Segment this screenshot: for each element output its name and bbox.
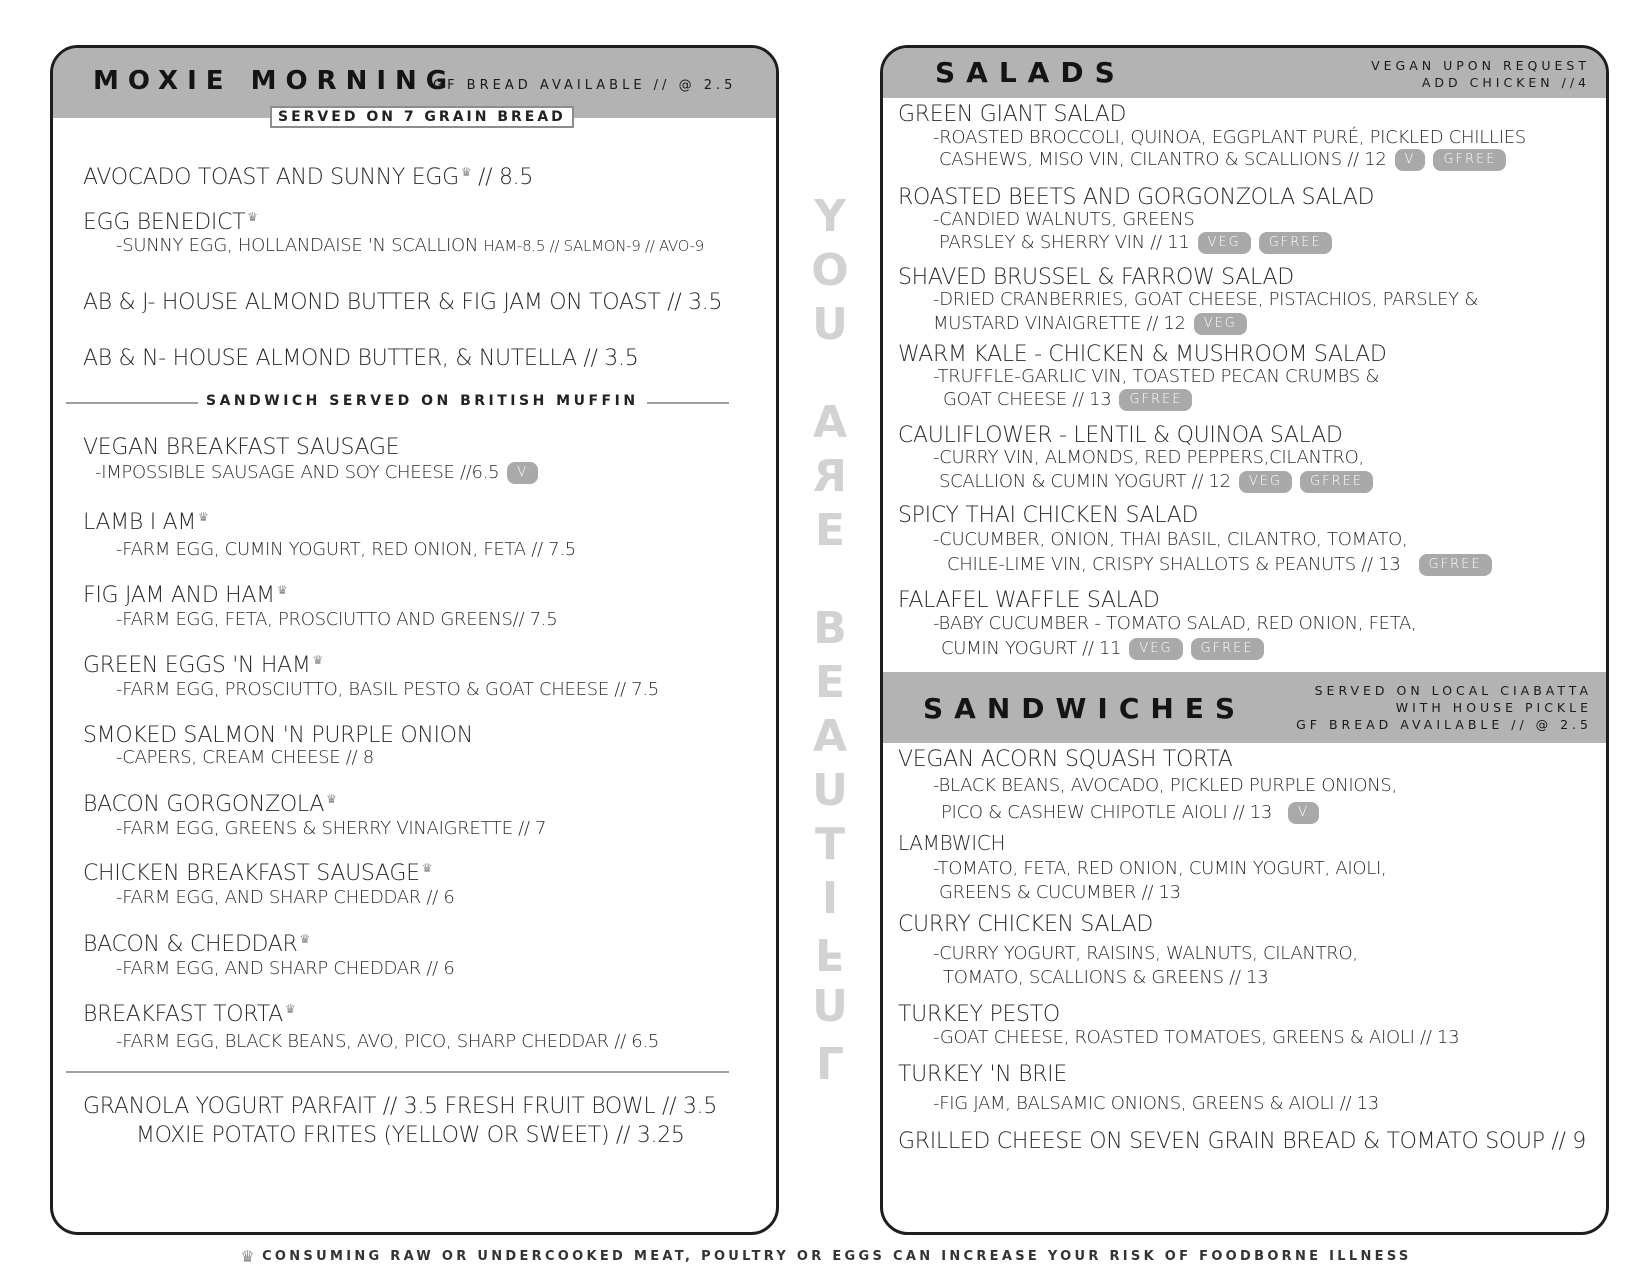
breakfast-menu-panel (50, 45, 779, 1235)
item-description: -CURRY YOGURT, RAISINS, WALNUTS, CILANTRO, (933, 943, 1358, 964)
served-on-grain-label: SERVED ON 7 GRAIN BREAD (270, 106, 574, 128)
gluten-free-badge: GFREE (1300, 471, 1373, 493)
vegan-badge: V (507, 462, 538, 484)
potato-frites-line: MOXIE POTATO FRITES (YELLOW OR SWEET) // 3.25 (136, 1123, 685, 1148)
crown-icon: ♛ (326, 792, 337, 806)
item-name: AVOCADO TOAST AND SUNNY EGG (83, 165, 459, 190)
vegetarian-badge: VEG (1198, 232, 1251, 254)
gluten-free-badge: GFREE (1419, 554, 1492, 576)
menu-item-ab-n: AB & N- HOUSE ALMOND BUTTER, & NUTELLA // 3.5 (83, 346, 639, 371)
tagline-letter: I (821, 873, 839, 924)
menu-item-breakfast-torta (83, 1002, 295, 1027)
item-description: -TRUFFLE-GARLIC VIN, TOASTED PECAN CRUMBS & (933, 366, 1380, 387)
sandwiches-title: SANDWICHES (923, 692, 1247, 725)
item-description: -FARM EGG, AND SHARP CHEDDAR // 6 (116, 887, 455, 908)
menu-item-chicken-sausage (83, 861, 432, 886)
crown-icon: ♛ (421, 861, 433, 875)
item-description (941, 638, 1264, 660)
item-description: -FARM EGG, PROSCIUTTO, BASIL PESTO & GOAT CHEESE // 7.5 (116, 679, 659, 700)
menu-item-smoked-salmon: SMOKED SALMON 'N PURPLE ONION (83, 723, 473, 748)
item-name: BREAKFAST TORTA (83, 1002, 283, 1027)
crown-icon: ♛ (198, 510, 209, 524)
grilled-cheese-line: GRILLED CHEESE ON SEVEN GRAIN BREAD & TOMATO SOUP // 9 (898, 1129, 1587, 1154)
add-chicken-note: ADD CHICKEN //4 (1421, 75, 1590, 90)
tagline-letter: F (814, 928, 846, 979)
item-description: -DRIED CRANBERRIES, GOAT CHEESE, PISTACHIOS, PARSLEY & (933, 289, 1479, 310)
item-description: -GOAT CHEESE, ROASTED TOMATOES, GREENS & AIOLI // 13 (933, 1027, 1460, 1048)
item-desc-text: PARSLEY & SHERRY VIN // 11 (939, 232, 1190, 253)
item-description: -ROASTED BROCCOLI, QUINOA, EGGPLANT PURÉ, PICKLED CHILLIES (933, 127, 1526, 148)
item-description: -TOMATO, FETA, RED ONION, CUMIN YOGURT, AIOLI, (933, 858, 1387, 879)
vegan-badge: V (1395, 149, 1426, 171)
crown-icon: ♛ (312, 653, 323, 667)
item-desc-text: GOAT CHEESE // 13 (943, 389, 1112, 410)
tagline-letter: E (814, 505, 846, 556)
tagline-letter: O (811, 245, 849, 296)
tagline-letter: A (812, 397, 848, 448)
salad-green-giant: GREEN GIANT SALAD (898, 102, 1127, 127)
item-desc-text: PICO & CASHEW CHIPOTLE AIOLI // 13 (941, 802, 1273, 823)
item-description (939, 232, 1332, 254)
gluten-free-badge: GFREE (1433, 149, 1506, 171)
menu-item-bacon-gorgonzola (83, 792, 337, 817)
sandwiches-note (1296, 682, 1592, 733)
sandwich-turkey-brie: TURKEY 'N BRIE (898, 1062, 1067, 1087)
item-name: GREEN EGGS 'N HAM (83, 653, 311, 678)
item-description (941, 802, 1319, 824)
item-description (947, 554, 1492, 576)
vegetarian-badge: VEG (1129, 638, 1182, 660)
item-desc-text: -SUNNY EGG, HOLLANDAISE 'N SCALLION (116, 235, 479, 256)
item-description: -CURRY VIN, ALMONDS, RED PEPPERS,CILANTRO, (933, 447, 1364, 468)
breakfast-title: MOXIE MORNING (93, 66, 457, 96)
item-description: -BLACK BEANS, AVOCADO, PICKLED PURPLE ONIONS, (933, 775, 1397, 796)
item-description: -FARM EGG, GREENS & SHERRY VINAIGRETTE // 7 (116, 818, 547, 839)
pickle-note: WITH HOUSE PICKLE (1395, 700, 1592, 715)
item-price: // 8.5 (478, 165, 534, 190)
item-description (95, 462, 538, 484)
sandwich-turkey-pesto: TURKEY PESTO (898, 1002, 1060, 1027)
item-description: GREENS & CUCUMBER // 13 (939, 882, 1181, 903)
item-name: FIG JAM AND HAM (83, 583, 275, 608)
item-description: -FARM EGG, CUMIN YOGURT, RED ONION, FETA // 7.5 (116, 539, 576, 560)
menu-item-bacon-cheddar (83, 932, 310, 957)
item-desc-text: CHILE-LIME VIN, CRISPY SHALLOTS & PEANUTS // 13 (947, 554, 1401, 575)
menu-item-lamb-i-am (83, 510, 208, 535)
sandwiches-header (883, 672, 1606, 743)
sandwich-acorn-squash-torta: VEGAN ACORN SQUASH TORTA (898, 747, 1233, 772)
sandwich-curry-chicken-salad: CURRY CHICKEN SALAD (898, 912, 1154, 937)
item-description: -FARM EGG, FETA, PROSCIUTTO AND GREENS// 7.5 (116, 609, 558, 630)
gluten-free-badge: GFREE (1119, 389, 1192, 411)
menu-item-green-eggs-ham (83, 653, 323, 678)
item-desc-text: MUSTARD VINAIGRETTE // 12 (933, 313, 1186, 334)
tagline-letter: L (815, 1036, 845, 1087)
salad-brussel-farrow: SHAVED BRUSSEL & FARROW SALAD (898, 265, 1294, 290)
tagline-letter: U (812, 981, 848, 1032)
item-description (943, 389, 1192, 411)
salad-spicy-thai: SPICY THAI CHICKEN SALAD (898, 503, 1199, 528)
tagline-letter: E (814, 657, 846, 708)
salad-warm-kale: WARM KALE - CHICKEN & MUSHROOM SALAD (898, 342, 1387, 367)
vegetarian-badge: VEG (1194, 313, 1247, 335)
salads-sandwiches-panel (880, 45, 1609, 1235)
item-description (939, 471, 1373, 493)
divider (66, 1071, 729, 1073)
item-description: -FARM EGG, BLACK BEANS, AVO, PICO, SHARP CHEDDAR // 6.5 (116, 1031, 659, 1052)
disclaimer-text: CONSUMING RAW OR UNDERCOOKED MEAT, POULTRY OR EGGS CAN INCREASE YOUR RISK OF FOODBORNE ILLNESS (262, 1249, 1412, 1264)
crown-icon: ♛ (247, 210, 258, 224)
item-name: CHICKEN BREAKFAST SAUSAGE (83, 861, 420, 886)
ciabatta-note: SERVED ON LOCAL CIABATTA (1314, 683, 1592, 698)
salads-title: SALADS (935, 56, 1126, 89)
item-desc-text: -IMPOSSIBLE SAUSAGE AND SOY CHEESE //6.5 (95, 462, 500, 483)
item-desc-text: CASHEWS, MISO VIN, CILANTRO & SCALLIONS // 12 (939, 149, 1387, 170)
salads-header (883, 48, 1606, 98)
sandwich-served-label: SANDWICH SERVED ON BRITISH MUFFIN (198, 393, 647, 409)
item-description: -CAPERS, CREAM CHEESE // 8 (116, 747, 374, 768)
gf-bread-note: GF BREAD AVAILABLE // @ 2.5 (433, 78, 737, 93)
item-description: -FIG JAM, BALSAMIC ONIONS, GREENS & AIOLI // 13 (933, 1093, 1379, 1114)
salad-roasted-beets: ROASTED BEETS AND GORGONZOLA SALAD (898, 185, 1375, 210)
salad-cauliflower-lentil: CAULIFLOWER - LENTIL & QUINOA SALAD (898, 423, 1343, 448)
menu-item-fig-jam-ham (83, 583, 287, 608)
item-desc-text: CUMIN YOGURT // 11 (941, 638, 1122, 659)
tagline-letter: R (813, 451, 847, 502)
item-desc-prices: HAM-8.5 // SALMON-9 // AVO-9 (483, 237, 704, 255)
item-desc-text: SCALLION & CUMIN YOGURT // 12 (939, 471, 1231, 492)
you-are-beautiful-tagline (805, 190, 855, 1088)
gf-bread-note: GF BREAD AVAILABLE // @ 2.5 (1296, 717, 1592, 732)
crown-icon: ♛ (276, 583, 288, 597)
menu-item-egg-benedict (83, 210, 258, 235)
item-description: -BABY CUCUMBER - TOMATO SALAD, RED ONION, FETA, (933, 613, 1417, 634)
item-description: -CANDIED WALNUTS, GREENS (933, 209, 1195, 230)
tagline-letter: Y (814, 191, 846, 242)
gluten-free-badge: GFREE (1191, 638, 1264, 660)
parfait-fruit-line: GRANOLA YOGURT PARFAIT // 3.5 FRESH FRUIT BOWL // 3.5 (83, 1094, 718, 1119)
menu-item-avocado-toast (83, 165, 533, 190)
item-name: BACON & CHEDDAR (83, 932, 298, 957)
sandwich-lambwich: LAMBWICH (898, 831, 1006, 855)
crown-icon: ♛ (299, 932, 310, 946)
vegetarian-badge: VEG (1239, 471, 1292, 493)
crown-icon: ♛ (284, 1002, 296, 1016)
item-description (939, 149, 1506, 171)
vegan-request-note: VEGAN UPON REQUEST (1371, 58, 1590, 73)
crown-icon: ♛ (460, 165, 472, 179)
tagline-letter: T (814, 819, 845, 870)
item-name: LAMB I AM (83, 510, 197, 535)
crown-icon: ♛ (240, 1246, 259, 1266)
tagline-letter: U (812, 299, 848, 350)
vegan-badge: V (1288, 802, 1319, 824)
item-description: TOMATO, SCALLIONS & GREENS // 13 (943, 967, 1269, 988)
menu-item-vegan-sausage: VEGAN BREAKFAST SAUSAGE (83, 435, 400, 460)
menu-item-ab-j: AB & J- HOUSE ALMOND BUTTER & FIG JAM ON TOAST // 3.5 (83, 290, 723, 315)
tagline-letter: B (813, 603, 847, 654)
item-description (933, 313, 1247, 335)
item-description: -FARM EGG, AND SHARP CHEDDAR // 6 (116, 958, 455, 979)
foodborne-illness-disclaimer (0, 1246, 1650, 1266)
tagline-letter: A (812, 711, 848, 762)
item-description: -CUCUMBER, ONION, THAI BASIL, CILANTRO, TOMATO, (933, 529, 1408, 550)
salad-falafel-waffle: FALAFEL WAFFLE SALAD (898, 588, 1160, 613)
gluten-free-badge: GFREE (1259, 232, 1332, 254)
tagline-letter: U (812, 765, 848, 816)
item-name: BACON GORGONZOLA (83, 792, 325, 817)
item-description (116, 235, 704, 256)
item-name: EGG BENEDICT (83, 210, 246, 235)
salads-note (1371, 57, 1590, 91)
